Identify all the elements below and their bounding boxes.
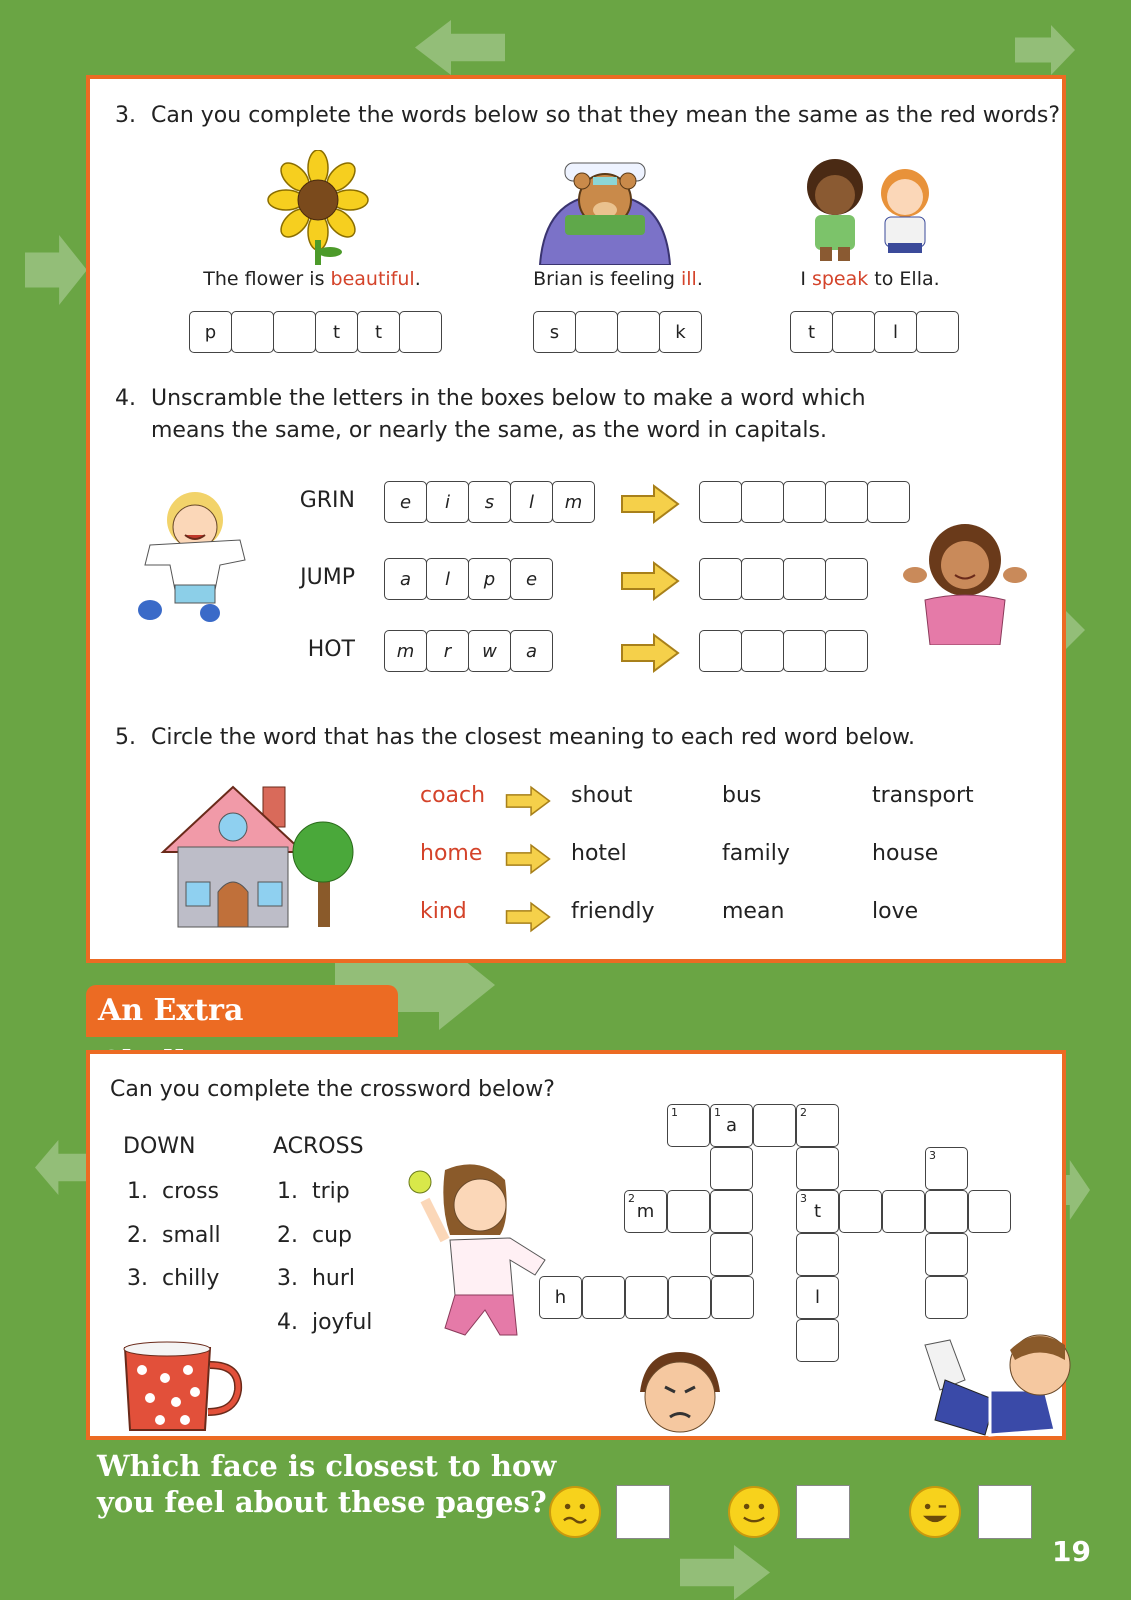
option-word[interactable]: family [722, 841, 790, 866]
smiling-girl-icon [900, 520, 1030, 645]
capital-word: HOT [307, 637, 355, 662]
background-arrow [35, 1140, 87, 1195]
jumping-boy-icon [130, 485, 265, 625]
down-clue: 1. cross [127, 1179, 220, 1204]
page-number: 19 [1052, 1535, 1091, 1568]
crossword-cell[interactable] [796, 1190, 839, 1233]
answer-box[interactable] [699, 558, 742, 600]
children-talking-icon [790, 155, 950, 265]
question-text-line-2: means the same, or nearly the same, as the word in capitals. [151, 418, 827, 443]
cell-number: 3 [929, 1149, 936, 1162]
red-word: ill [680, 268, 697, 290]
q3-answer-boxes-3 [790, 311, 958, 353]
question-text: Circle the word that has the closest meaning to each red word below. [151, 725, 916, 750]
sentence-end: . [414, 268, 421, 290]
happy-face-icon[interactable] [728, 1486, 780, 1538]
letter-box: m [552, 481, 595, 523]
crossword-cell[interactable] [624, 1190, 667, 1233]
answer-boxes [699, 481, 909, 523]
question-text-line-1: Unscramble the letters in the boxes below to make a word which [151, 386, 866, 411]
question-number: 3. [115, 103, 136, 128]
cell-number: 3 [800, 1192, 807, 1205]
feedback-checkbox[interactable] [796, 1485, 850, 1539]
cell-letter: m [636, 1201, 655, 1222]
letter-box[interactable] [916, 311, 959, 353]
answer-box[interactable] [825, 558, 868, 600]
red-word: coach [420, 783, 486, 808]
answer-box[interactable] [741, 630, 784, 672]
question-text: Can you complete the words below so that they mean the same as the red words? [151, 103, 1061, 128]
crossword-cell[interactable] [710, 1190, 753, 1233]
crossword-cell[interactable] [925, 1190, 968, 1233]
letter-box[interactable]: l [874, 311, 917, 353]
arrow-right-icon [620, 633, 680, 673]
answer-box[interactable] [699, 630, 742, 672]
crossword-cell[interactable] [710, 1233, 753, 1276]
red-word: kind [420, 899, 467, 924]
question-4 [115, 383, 866, 447]
sentence-text: The flower is [203, 268, 331, 290]
down-clue: 2. small [127, 1223, 221, 1248]
feedback-line-1: Which face is closest to how [97, 1449, 557, 1483]
letter-box: e [384, 481, 427, 523]
letter-box[interactable]: s [533, 311, 576, 353]
option-word[interactable]: mean [722, 899, 785, 924]
letter-box[interactable]: t [790, 311, 833, 353]
letter-box: e [510, 558, 553, 600]
letter-box[interactable]: p [189, 311, 232, 353]
crossword-cell[interactable] [796, 1104, 839, 1147]
down-clue: 3. chilly [127, 1266, 220, 1291]
capital-word: GRIN [299, 488, 355, 513]
crossword-cell[interactable] [796, 1319, 839, 1362]
arrow-right-icon [620, 484, 680, 524]
letter-box[interactable]: k [659, 311, 702, 353]
question-5 [115, 722, 915, 754]
question-number: 5. [115, 725, 136, 750]
cell-letter: a [725, 1115, 738, 1136]
letter-box: w [468, 630, 511, 672]
crossword-cell[interactable] [796, 1147, 839, 1190]
letter-box[interactable]: t [357, 311, 400, 353]
letter-box: a [384, 558, 427, 600]
answer-box[interactable] [867, 481, 910, 523]
q3-answer-boxes-2 [533, 311, 701, 353]
letter-box: m [384, 630, 427, 672]
q3-sentence-2 [478, 268, 758, 290]
letter-box[interactable] [273, 311, 316, 353]
crossword-cell[interactable] [710, 1147, 753, 1190]
scrambled-letters [384, 481, 594, 523]
letter-box: l [426, 558, 469, 600]
q3-answer-boxes-1 [189, 311, 441, 353]
option-word[interactable]: friendly [571, 899, 655, 924]
girl-throwing-ball-icon [405, 1160, 555, 1350]
question-3 [115, 100, 1060, 132]
letter-box[interactable] [617, 311, 660, 353]
crossword-cell[interactable] [582, 1276, 625, 1319]
letter-box: r [426, 630, 469, 672]
arrow-right-icon [505, 785, 551, 817]
grumpy-boy-icon [630, 1352, 730, 1437]
option-word[interactable]: love [872, 899, 919, 924]
option-word[interactable]: house [872, 841, 939, 866]
across-clue: 1. trip [277, 1179, 350, 1204]
crossword-cell[interactable] [925, 1233, 968, 1276]
answer-boxes [699, 558, 867, 600]
question-number: 4. [115, 386, 136, 411]
sick-bear-icon [535, 155, 675, 265]
crossword-cell[interactable] [625, 1276, 668, 1319]
background-arrow [415, 20, 505, 75]
scrambled-letters [384, 630, 552, 672]
red-word: home [420, 841, 483, 866]
crossword-cell[interactable] [668, 1276, 711, 1319]
background-arrow [680, 1545, 770, 1600]
capital-word: JUMP [300, 565, 355, 590]
crossword-cell[interactable] [968, 1190, 1011, 1233]
cell-letter: h [554, 1287, 567, 1308]
letter-box[interactable]: t [315, 311, 358, 353]
mug-icon [120, 1340, 245, 1435]
q3-sentence-1 [172, 268, 452, 290]
cell-letter: t [813, 1201, 822, 1222]
feedback-checkbox[interactable] [978, 1485, 1032, 1539]
unsure-face-icon[interactable] [549, 1486, 601, 1538]
crossword-cell[interactable] [539, 1276, 582, 1319]
letter-box: s [468, 481, 511, 523]
winking-face-icon[interactable] [909, 1486, 961, 1538]
letter-box[interactable] [575, 311, 618, 353]
letter-box: i [426, 481, 469, 523]
sentence-text: I [800, 268, 812, 290]
answer-box[interactable] [741, 481, 784, 523]
crossword-cell[interactable] [839, 1190, 882, 1233]
crossword-cell[interactable] [925, 1147, 968, 1190]
arrow-right-icon [505, 901, 551, 933]
q3-sentence-3 [730, 268, 1010, 290]
answer-box[interactable] [825, 481, 868, 523]
cell-number: 1 [714, 1106, 721, 1119]
letter-box: l [510, 481, 553, 523]
answer-box[interactable] [741, 558, 784, 600]
sentence-text: Brian is feeling [533, 268, 681, 290]
cell-number: 1 [671, 1106, 678, 1119]
down-title: DOWN [123, 1134, 196, 1159]
crossword-cell[interactable] [882, 1190, 925, 1233]
crossword-cell[interactable] [925, 1276, 968, 1319]
crossword-cell[interactable] [711, 1276, 754, 1319]
answer-box[interactable] [825, 630, 868, 672]
cell-number: 2 [800, 1106, 807, 1119]
letter-box: p [468, 558, 511, 600]
lying-boy-icon [905, 1320, 1085, 1450]
crossword-cell[interactable] [667, 1190, 710, 1233]
option-word[interactable]: bus [722, 783, 762, 808]
sentence-end: to Ella. [868, 268, 940, 290]
cell-letter: l [814, 1287, 820, 1308]
red-word: beautiful [330, 268, 415, 290]
house-icon [158, 782, 363, 932]
crossword-cell[interactable] [796, 1276, 839, 1319]
option-word[interactable]: shout [571, 783, 633, 808]
crossword-cell[interactable] [667, 1104, 710, 1147]
answer-box[interactable] [783, 558, 826, 600]
arrow-right-icon [620, 561, 680, 601]
sunflower-icon [258, 150, 378, 265]
across-clue: 4. joyful [277, 1310, 373, 1335]
cell-number: 2 [628, 1192, 635, 1205]
letter-box: a [510, 630, 553, 672]
feedback-question [97, 1448, 556, 1520]
answer-boxes [699, 630, 867, 672]
across-title: ACROSS [273, 1134, 364, 1159]
letter-box[interactable] [832, 311, 875, 353]
answer-box[interactable] [699, 481, 742, 523]
feedback-line-2: you feel about these pages? [97, 1485, 547, 1519]
across-clue: 3. hurl [277, 1266, 356, 1291]
letter-box[interactable] [399, 311, 442, 353]
feedback-checkbox[interactable] [616, 1485, 670, 1539]
scrambled-letters [384, 558, 552, 600]
background-arrow [25, 235, 87, 305]
crossword-cell[interactable] [753, 1104, 796, 1147]
sentence-end: . [696, 268, 703, 290]
section-header: An Extra [86, 985, 398, 1037]
answer-box[interactable] [783, 630, 826, 672]
option-word[interactable]: transport [872, 783, 974, 808]
arrow-right-icon [505, 843, 551, 875]
letter-box[interactable] [231, 311, 274, 353]
background-arrow [1015, 25, 1075, 75]
crossword-cell[interactable] [710, 1104, 753, 1147]
crossword-prompt: Can you complete the crossword below? [110, 1077, 555, 1102]
across-clue: 2. cup [277, 1223, 352, 1248]
option-word[interactable]: hotel [571, 841, 627, 866]
red-word: speak [811, 268, 869, 290]
answer-box[interactable] [783, 481, 826, 523]
crossword-cell[interactable] [796, 1233, 839, 1276]
